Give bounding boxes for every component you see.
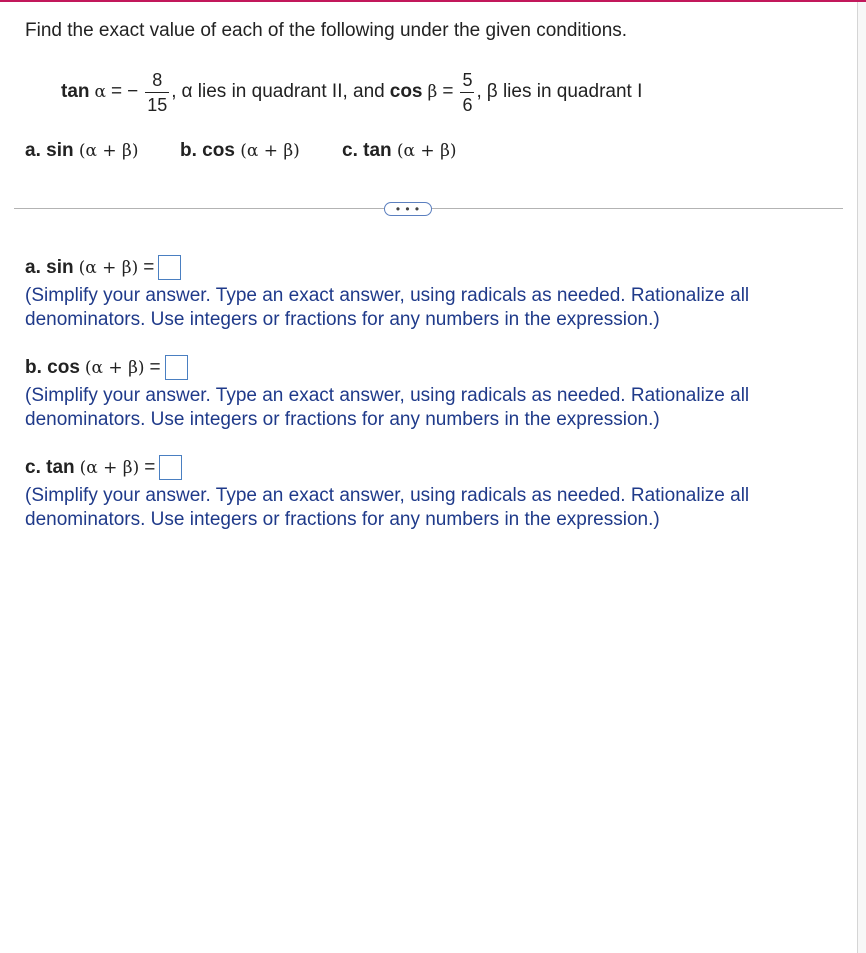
comma: , [171, 81, 177, 102]
part-c-label: c. tan (α + β) [342, 140, 457, 161]
tan-numerator: 8 [152, 69, 163, 90]
answer-hint-a: (Simplify your answer. Type an exact answer, using radicals as needed. Rationalize all denominators. Use integers or fractions for any numbers in the expression.) [25, 285, 750, 330]
scrollbar-track[interactable] [857, 2, 866, 953]
equals-sign: = [110, 81, 123, 102]
answer-row-c: c. tan (α + β) = [25, 455, 182, 480]
equals-sign: = [442, 81, 454, 102]
cos-fraction [460, 71, 474, 114]
cos-denominator: 6 [462, 94, 473, 115]
alpha-symbol: α [94, 82, 106, 102]
beta-symbol: β [427, 82, 438, 102]
minus-sign: − [127, 81, 139, 102]
answer-input-b[interactable] [165, 355, 188, 380]
alpha-condition: α lies in quadrant II, and [181, 81, 385, 102]
cos-label: cos [389, 81, 423, 102]
tan-fraction [145, 71, 169, 114]
tan-denominator: 15 [147, 94, 168, 115]
answer-input-a[interactable] [158, 255, 181, 280]
answer-row-a: a. sin (α + β) = [25, 255, 181, 280]
given-conditions [61, 62, 642, 122]
question-instruction: Find the exact value of each of the following under the given conditions. [25, 20, 628, 41]
answer-hint-b: (Simplify your answer. Type an exact answer, using radicals as needed. Rationalize all denominators. Use integers or fractions for any numbers in the expression.) [25, 385, 750, 430]
answer-row-b: b. cos (α + β) = [25, 355, 188, 380]
tan-label: tan [61, 81, 90, 102]
top-accent-bar [0, 0, 866, 2]
comma: , [476, 81, 482, 102]
cos-numerator: 5 [462, 69, 473, 90]
answer-input-c[interactable] [159, 455, 182, 480]
more-options-button[interactable]: • • • [384, 202, 432, 216]
beta-condition: β lies in quadrant I [486, 81, 643, 102]
answer-hint-c: (Simplify your answer. Type an exact answer, using radicals as needed. Rationalize all denominators. Use integers or fractions for any numbers in the expression.) [25, 485, 750, 530]
part-b-label: b. cos (α + β) [180, 140, 300, 161]
part-a-label: a. sin (α + β) [25, 140, 139, 161]
